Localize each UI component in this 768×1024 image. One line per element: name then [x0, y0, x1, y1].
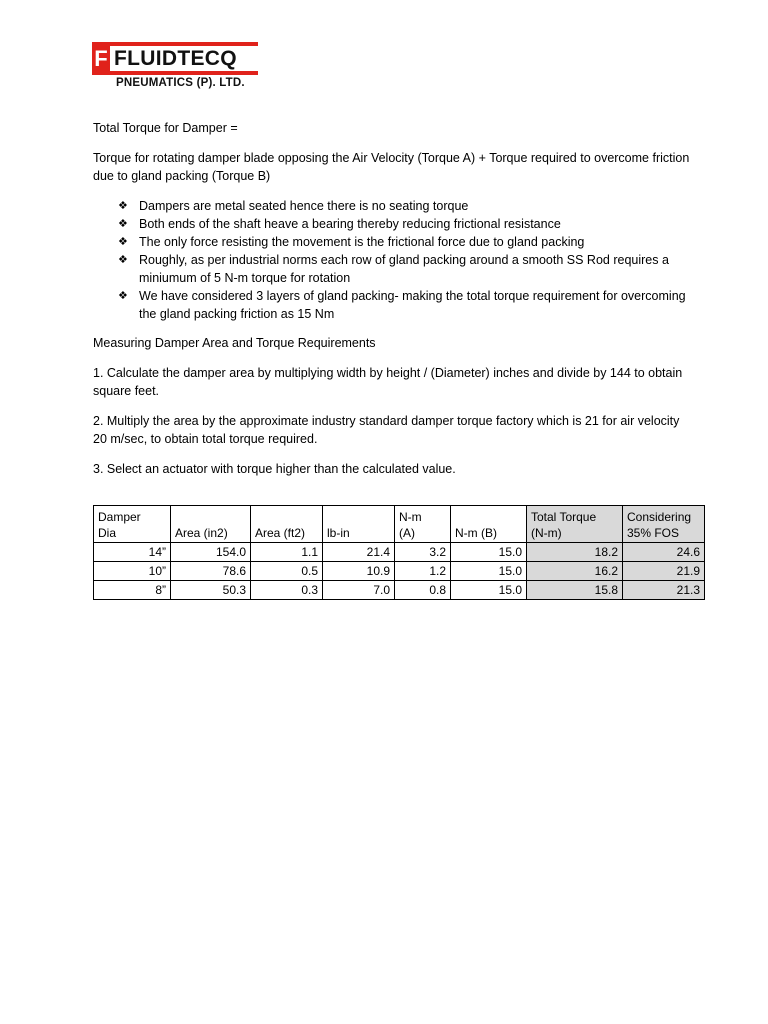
- cell-dia: 10”: [94, 562, 171, 581]
- logo-company-name: FLUIDTECQ: [114, 47, 237, 70]
- bullet-text: Dampers are metal seated hence there is no seating torque: [139, 199, 469, 213]
- cell-lb-in: 10.9: [323, 562, 395, 581]
- cell-considering-fos: 24.6: [623, 543, 705, 562]
- col-header-damper-dia: Damper Dia: [94, 506, 171, 543]
- col-header-nm-b: N-m (B): [451, 506, 527, 543]
- logo-bottom-bar: [92, 71, 258, 75]
- cell-area-ft2: 0.3: [251, 581, 323, 600]
- diamond-bullet-icon: ❖: [118, 200, 128, 212]
- cell-area-in2: 50.3: [171, 581, 251, 600]
- diamond-bullet-icon: ❖: [118, 218, 128, 230]
- diamond-bullet-icon: ❖: [118, 254, 128, 266]
- cell-total-torque: 18.2: [527, 543, 623, 562]
- col-header-area-ft2: Area (ft2): [251, 506, 323, 543]
- company-logo: [92, 42, 262, 94]
- cell-area-in2: 78.6: [171, 562, 251, 581]
- step-2: 2. Multiply the area by the approximate industry standard damper torque factory which is 21 for air velocity 20 m/sec, to obtain total torque required.: [93, 414, 680, 446]
- cell-dia: 14”: [94, 543, 171, 562]
- step-1: 1. Calculate the damper area by multiplying width by height / (Diameter) inches and divide by 144 to obtain square feet.: [93, 366, 683, 398]
- cell-nm-a: 3.2: [395, 543, 451, 562]
- list-item: [118, 251, 693, 287]
- table-row: [94, 543, 705, 562]
- cell-considering-fos: 21.3: [623, 581, 705, 600]
- document-body: [93, 119, 693, 490]
- logo-mark: F: [92, 42, 110, 75]
- step-3: 3. Select an actuator with torque higher than the calculated value.: [93, 462, 456, 476]
- col-header-total-torque: Total Torque (N-m): [527, 506, 623, 543]
- logo-subtitle: PNEUMATICS (P). LTD.: [116, 77, 245, 89]
- cell-area-ft2: 1.1: [251, 543, 323, 562]
- cell-nm-a: 1.2: [395, 562, 451, 581]
- table-header-row: [94, 506, 705, 543]
- table-row: [94, 581, 705, 600]
- col-header-lb-in: lb-in: [323, 506, 395, 543]
- bullet-text: We have considered 3 layers of gland packing- making the total torque requirement for overcoming the gland packing friction as 15 Nm: [139, 289, 686, 321]
- cell-total-torque: 15.8: [527, 581, 623, 600]
- table-row: [94, 562, 705, 581]
- list-item: [118, 215, 693, 233]
- diamond-bullet-icon: ❖: [118, 290, 128, 302]
- section-subheading: Measuring Damper Area and Torque Requirements: [93, 336, 376, 350]
- list-item: [118, 197, 693, 215]
- bullet-list: [93, 197, 693, 323]
- col-header-nm-a: N-m (A): [395, 506, 451, 543]
- col-header-area-in2: Area (in2): [171, 506, 251, 543]
- cell-nm-b: 15.0: [451, 562, 527, 581]
- list-item: [118, 233, 693, 251]
- cell-nm-b: 15.0: [451, 543, 527, 562]
- bullet-text: Both ends of the shaft heave a bearing thereby reducing frictional resistance: [139, 217, 561, 231]
- cell-considering-fos: 21.9: [623, 562, 705, 581]
- cell-nm-b: 15.0: [451, 581, 527, 600]
- page-heading: Total Torque for Damper =: [93, 121, 238, 135]
- cell-area-ft2: 0.5: [251, 562, 323, 581]
- cell-total-torque: 16.2: [527, 562, 623, 581]
- cell-nm-a: 0.8: [395, 581, 451, 600]
- bullet-text: Roughly, as per industrial norms each row of gland packing around a smooth SS Rod requires a miniumum of 5 N-m torque for rotation: [139, 253, 669, 285]
- cell-dia: 8”: [94, 581, 171, 600]
- cell-lb-in: 7.0: [323, 581, 395, 600]
- intro-paragraph: Torque for rotating damper blade opposing the Air Velocity (Torque A) + Torque required to overcome friction due to gland packing (Torque B): [93, 151, 690, 183]
- cell-area-in2: 154.0: [171, 543, 251, 562]
- bullet-text: The only force resisting the movement is the frictional force due to gland packing: [139, 235, 585, 249]
- cell-lb-in: 21.4: [323, 543, 395, 562]
- col-header-considering-fos: Considering 35% FOS: [623, 506, 705, 543]
- diamond-bullet-icon: ❖: [118, 236, 128, 248]
- torque-table: [93, 505, 705, 600]
- list-item: [118, 287, 693, 323]
